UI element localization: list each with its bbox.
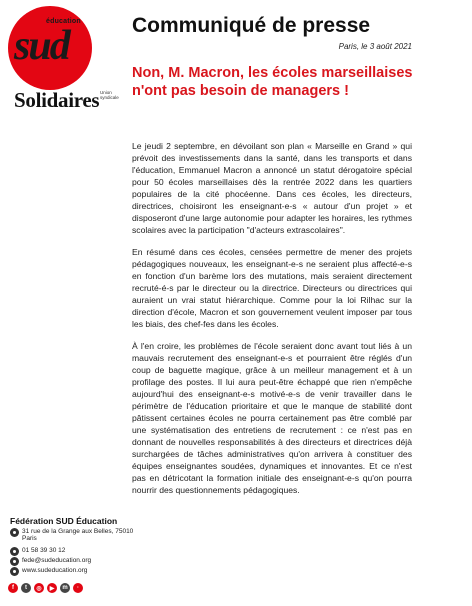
logo-sud-text: sud xyxy=(14,23,69,69)
article-body xyxy=(132,140,412,506)
phone-icon xyxy=(10,547,19,556)
social-icons xyxy=(8,583,83,593)
rss-icon[interactable]: · xyxy=(73,583,83,593)
email-icon xyxy=(10,557,19,566)
address-text: 31 rue de la Grange aux Belles, 75010 Paris xyxy=(22,528,134,542)
phone-text: 01 58 39 30 12 xyxy=(22,547,66,554)
web-row[interactable] xyxy=(10,567,87,576)
instagram-icon[interactable]: ◎ xyxy=(34,583,44,593)
logo-education-text: éducation xyxy=(46,18,81,25)
federation-name: Fédération SUD Éducation xyxy=(10,516,118,526)
facebook-icon[interactable]: f xyxy=(8,583,18,593)
phone-row xyxy=(10,547,65,556)
web-text[interactable]: www.sudeducation.org xyxy=(22,567,88,574)
globe-icon xyxy=(10,567,19,576)
paragraph-1: Le jeudi 2 septembre, en dévoilant son plan « Marseille en Grand » qui prévoit des investissements dans la santé, dans les transports et dans l'éducation, Emmanuel Macron a annoncé un statut dérogatoire spécial pour 50 écoles marseillaises dès la rentrée 2022 dans les quartiers populaires de la cité phocéenne. Dans ces écoles, les directeurs, directrices, choisiront les enseignant-e-s « autour d'un projet » et disposeront d'une large autonomie pour adapter les horaires, les rythmes scolaires avec la participation "d'acteurs extrascolaires". xyxy=(132,141,412,235)
page-title: Communiqué de presse xyxy=(132,14,371,37)
twitter-icon[interactable]: t xyxy=(21,583,31,593)
location-icon xyxy=(10,528,19,537)
email-text[interactable]: fede@sudeducation.org xyxy=(22,557,92,564)
youtube-icon[interactable]: ▶ xyxy=(47,583,57,593)
paragraph-3: À l'en croire, les problèmes de l'école seraient donc avant tout liés à un mauvais recrutement des enseignant-e-s et pourraient être réglés d'un coup de baguette magique, grâce à un meilleur management et à un profilage des postes. Il lui aura peut-être échappé que rien n'empêche aujourd'hui des enseignant-e-s motivé-e-s de venir travailler dans le périmètre de l'éducation prioritaire et que le manque de stabilité dont pâtissent certaines écoles ne pourra certainement pas être comblé par une systématisation des entretiens de recrutement : ce n'est pas en donnant de nouvelles responsabilités à des directeurs et directrices déjà surchargées de tâches administratives qu'on arrivera à constituer des équipes enseignantes soudées, dynamiques et innovantes. Et ce n'est pas en détricotant la formation initiale des enseignant-e-s qu'on pourra nourrir des questionnements pédagogiques. xyxy=(132,341,412,495)
logo-union-note: Union syndicale xyxy=(100,90,119,100)
mastodon-icon[interactable]: m xyxy=(60,583,70,593)
dateline: Paris, le 3 août 2021 xyxy=(338,42,412,51)
email-row[interactable] xyxy=(10,557,91,566)
headline: Non, M. Macron, les écoles marseillaises n'ont pas besoin de managers ! xyxy=(132,65,413,99)
paragraph-2: En résumé dans ces écoles, censées permettre de mener des projets pédagogiques nouveaux, les enseignant-e-s ne seraient plus affecté-e-s en fonction d'un barème lors des mutations, mais seraient directement recruté-é-s par le directeur ou la directrice. Directeurs ou directrices qui auraient un vrai statut hiérarchique. Comme pour la loi Rilhac sur la direction d'école, Macron et son gouvernement veulent imposer par tous les biais, des chef-fes dans les écoles. xyxy=(132,247,412,329)
logo-solidaires-text: Solidaires xyxy=(14,88,100,112)
address-row xyxy=(10,528,142,542)
